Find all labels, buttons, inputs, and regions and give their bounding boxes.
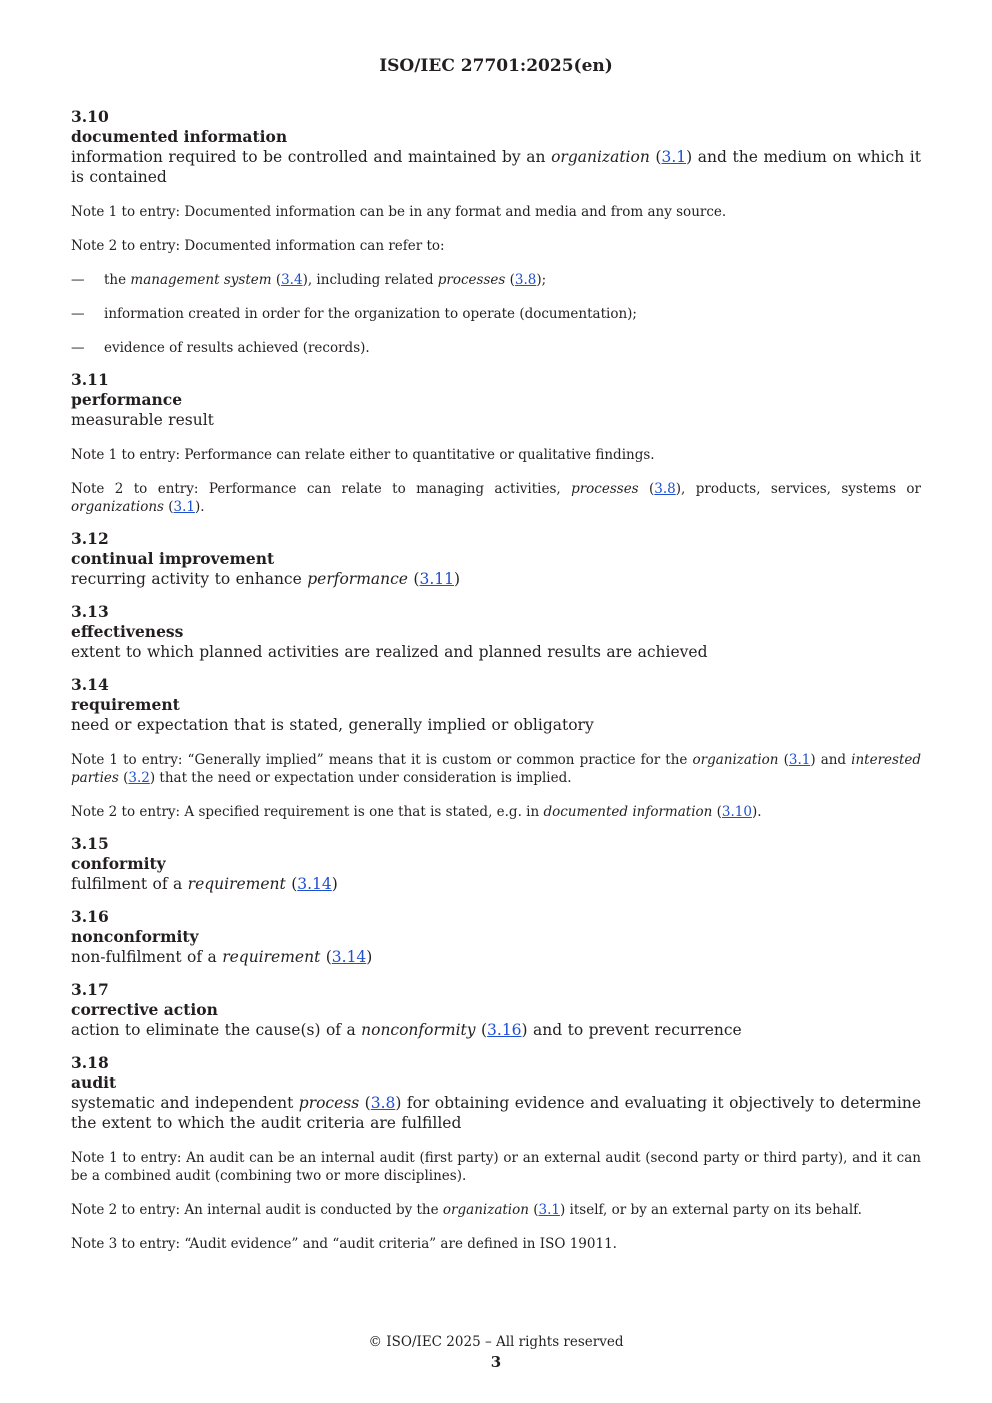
term-note	[71, 1149, 921, 1185]
list-item-text	[104, 271, 546, 289]
text-run: ) for obtaining evidence and evaluating it objectively to determine the extent to which the audit criteria are fulfilled	[71, 1094, 921, 1132]
term-italic-text: process	[298, 1094, 360, 1112]
text-run: ) and the medium on which it is contained	[71, 148, 921, 186]
text-run: ) and	[810, 752, 852, 768]
term-number: 3.18	[71, 1053, 109, 1072]
note-list-item	[71, 305, 921, 323]
term-italic-text: requirement	[222, 948, 321, 966]
term-italic-text: processes	[437, 272, 506, 288]
term-definition	[71, 642, 921, 662]
term-reference-link[interactable]: 3.8	[654, 481, 676, 497]
text-run: ).	[751, 804, 762, 820]
text-run: ), including related	[302, 272, 438, 288]
term-reference-link[interactable]: 3.1	[661, 148, 687, 166]
page-number: 3	[490, 1353, 502, 1371]
text-run: )	[453, 570, 461, 588]
term-italic-text: organization	[442, 1202, 529, 1218]
term-name: corrective action	[71, 1000, 218, 1019]
term-reference-link[interactable]: 3.2	[128, 770, 150, 786]
text-run: )	[366, 948, 373, 966]
term-reference-link[interactable]: 3.14	[297, 875, 332, 893]
term-italic-text: documented information	[543, 804, 713, 820]
term-note	[71, 751, 921, 787]
text-run: (	[778, 752, 789, 768]
text-run: (	[285, 875, 298, 893]
term-note	[71, 803, 921, 821]
term-italic-text: performance	[307, 570, 408, 588]
text-run: (	[407, 570, 420, 588]
term-italic-text: processes	[571, 481, 639, 497]
terms-content	[71, 107, 921, 1266]
text-run: (	[528, 1202, 539, 1218]
term-definition	[71, 147, 921, 187]
text-run: (	[475, 1021, 488, 1039]
text-run: )	[331, 875, 338, 893]
text-run: (	[271, 272, 282, 288]
text-run: Note 1 to entry: Documented information can be in any format and media and from any source.	[71, 204, 727, 220]
text-run: (	[505, 272, 515, 288]
text-run: measurable result	[71, 411, 214, 429]
term-note	[71, 1201, 921, 1219]
term-reference-link[interactable]: 3.1	[173, 499, 195, 515]
term-italic-text: requirement	[187, 875, 286, 893]
term-name: nonconformity	[71, 927, 199, 946]
list-item-text	[104, 305, 637, 323]
text-run: the	[104, 272, 131, 288]
text-run: Note 1 to entry: Performance can relate either to quantitative or qualitative findings.	[71, 447, 655, 463]
text-run: Note 1 to entry: “Generally implied” means that it is custom or common practice for the	[71, 752, 693, 768]
text-run: (	[649, 148, 662, 166]
text-run: (	[163, 499, 174, 515]
term-entry	[71, 834, 921, 894]
term-name: audit	[71, 1073, 117, 1092]
term-entry	[71, 602, 921, 662]
list-item-text	[104, 339, 370, 357]
note-list-item	[71, 339, 921, 357]
text-run: ) itself, or by an external party on its behalf.	[559, 1202, 862, 1218]
term-definition	[71, 410, 921, 430]
term-number: 3.10	[71, 107, 109, 126]
text-run: systematic and independent	[71, 1094, 299, 1112]
term-reference-link[interactable]: 3.11	[419, 570, 454, 588]
text-run: non-fulfilment of a	[71, 948, 223, 966]
term-reference-link[interactable]: 3.1	[788, 752, 811, 768]
term-definition	[71, 874, 921, 894]
term-entry	[71, 675, 921, 821]
term-note	[71, 203, 921, 221]
note-list-item	[71, 271, 921, 289]
text-run: (	[359, 1094, 371, 1112]
term-definition	[71, 1020, 921, 1040]
term-italic-text: organizations	[71, 499, 164, 515]
text-run: (	[320, 948, 332, 966]
term-name: conformity	[71, 854, 166, 873]
term-italic-text: nonconformity	[361, 1021, 476, 1039]
term-italic-text: organization	[551, 148, 650, 166]
term-note	[71, 446, 921, 464]
term-note	[71, 480, 921, 516]
term-entry	[71, 107, 921, 357]
term-note	[71, 1235, 921, 1253]
text-run: );	[536, 272, 547, 288]
text-run: action to eliminate the cause(s) of a	[71, 1021, 362, 1039]
text-run: evidence of results achieved (records).	[104, 340, 370, 356]
text-run: (	[712, 804, 722, 820]
term-reference-link[interactable]: 3.8	[370, 1094, 396, 1112]
term-entry	[71, 980, 921, 1040]
text-run: extent to which planned activities are realized and planned results are achieved	[71, 643, 708, 661]
term-reference-link[interactable]: 3.14	[331, 948, 367, 966]
term-name: performance	[71, 390, 183, 409]
text-run: fulfilment of a	[71, 875, 188, 893]
term-definition	[71, 1093, 921, 1133]
term-italic-text: organization	[692, 752, 779, 768]
copyright-notice: © ISO/IEC 2025 – All rights reserved	[368, 1334, 624, 1350]
term-name: documented information	[71, 127, 288, 146]
list-dash: —	[71, 340, 85, 356]
text-run: ) that the need or expectation under consideration is implied.	[149, 770, 572, 786]
text-run: ), products, services, systems or	[675, 481, 921, 497]
term-entry	[71, 907, 921, 967]
term-italic-text: interested parties	[71, 752, 922, 786]
term-reference-link[interactable]: 3.8	[514, 272, 537, 288]
term-definition	[71, 569, 921, 589]
text-run: Note 2 to entry: Documented information can refer to:	[71, 238, 445, 254]
term-name: effectiveness	[71, 622, 184, 641]
term-number: 3.14	[71, 675, 109, 694]
term-number: 3.17	[71, 980, 109, 999]
list-dash: —	[71, 306, 85, 322]
term-name: continual improvement	[71, 549, 275, 568]
term-number: 3.15	[71, 834, 109, 853]
term-reference-link[interactable]: 3.16	[487, 1021, 522, 1039]
term-number: 3.16	[71, 907, 109, 926]
text-run: ).	[195, 499, 205, 515]
text-run: information created in order for the organization to operate (documentation);	[104, 306, 637, 322]
text-run: ) and to prevent recurrence	[521, 1021, 742, 1039]
document-header: ISO/IEC 27701:2025(en)	[379, 56, 613, 76]
term-reference-link[interactable]: 3.10	[721, 804, 752, 820]
term-reference-link[interactable]: 3.4	[281, 272, 303, 288]
term-name: requirement	[71, 695, 180, 714]
term-entry	[71, 1053, 921, 1253]
text-run: (	[638, 481, 655, 497]
term-italic-text: management system	[130, 272, 272, 288]
term-definition	[71, 715, 921, 735]
term-number: 3.12	[71, 529, 109, 548]
page-footer	[0, 1333, 992, 1371]
text-run: Note 2 to entry: Performance can relate to managing activities,	[71, 481, 572, 497]
term-number: 3.13	[71, 602, 109, 621]
text-run: recurring activity to enhance	[71, 570, 308, 588]
text-run: (	[118, 770, 129, 786]
term-note	[71, 237, 921, 255]
term-reference-link[interactable]: 3.1	[538, 1202, 560, 1218]
term-entry	[71, 529, 921, 589]
term-number: 3.11	[71, 370, 109, 389]
text-run: need or expectation that is stated, generally implied or obligatory	[71, 716, 594, 734]
term-entry	[71, 370, 921, 516]
text-run: Note 2 to entry: An internal audit is conducted by the	[71, 1202, 443, 1218]
list-dash: —	[71, 272, 85, 288]
text-run: Note 3 to entry: “Audit evidence” and “audit criteria” are defined in ISO 19011.	[71, 1236, 617, 1252]
text-run: Note 1 to entry: An audit can be an internal audit (first party) or an external audit (second party or third party), and it can be a combined audit (combining two or more disciplines).	[71, 1150, 921, 1184]
text-run: Note 2 to entry: A specified requirement is one that is stated, e.g. in	[71, 804, 544, 820]
term-definition	[71, 947, 921, 967]
text-run: information required to be controlled and maintained by an	[71, 148, 552, 166]
